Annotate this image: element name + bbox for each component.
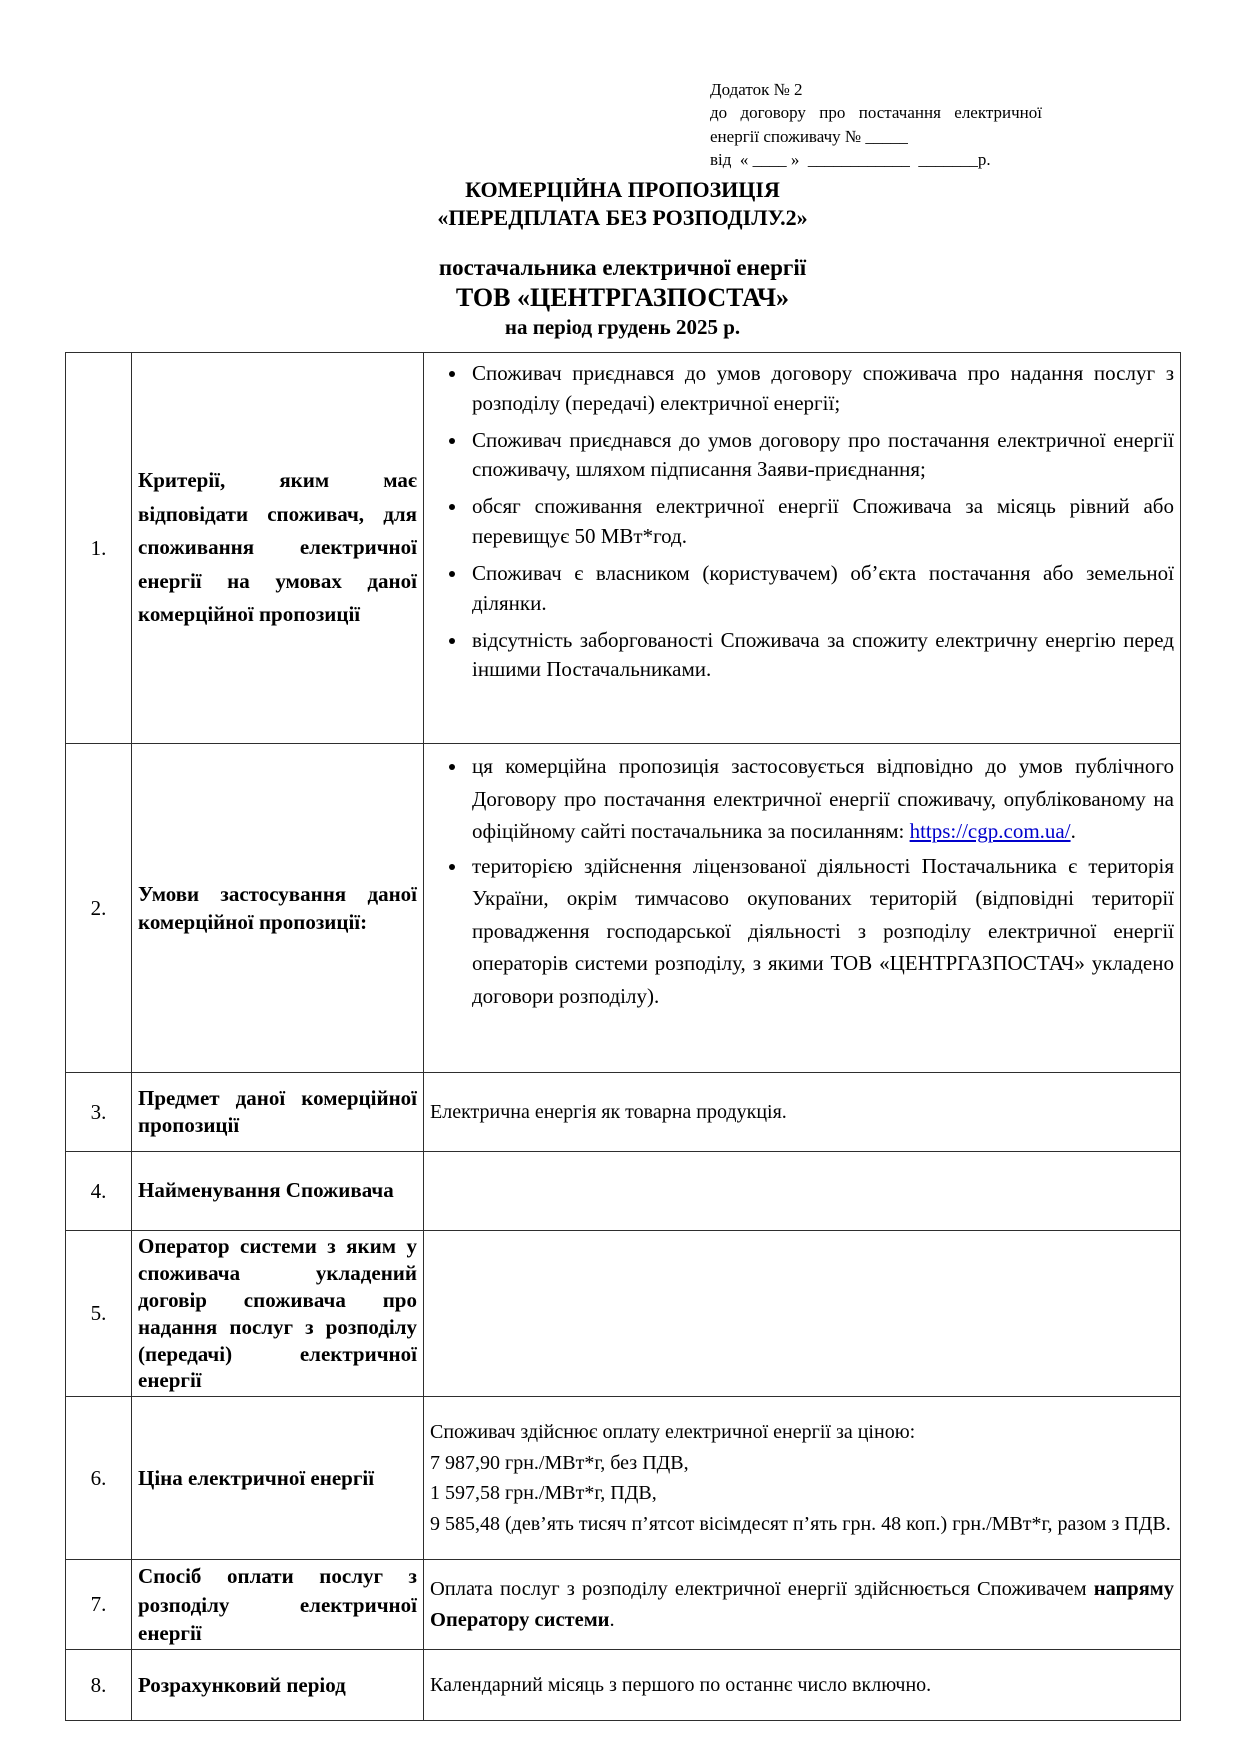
table-row xyxy=(66,1231,1181,1397)
bullet-list xyxy=(430,750,1174,1012)
doc-subtitle-period: на період грудень 2025 р. xyxy=(504,315,741,339)
bullet-item xyxy=(468,559,1174,619)
table-row xyxy=(66,1397,1181,1560)
text-segment: . xyxy=(1070,819,1076,844)
row-label-cell: Розрахунковий період xyxy=(132,1650,424,1721)
text-segment: Оплата послуг з розподілу електричної енергії здійснюється Споживачем xyxy=(430,1578,1094,1601)
table-row xyxy=(66,1650,1181,1721)
row-number-cell: 4. xyxy=(66,1152,132,1231)
row-number-cell: 2. xyxy=(66,744,132,1073)
doc-subtitle-supplier: постачальника електричної енергії xyxy=(438,255,807,280)
table-row xyxy=(66,1073,1181,1152)
row-label-cell: Спосіб оплати послуг з розподілу електричної енергії xyxy=(132,1560,424,1650)
text-segment: 7 987,90 грн./МВт*г, без ПДВ, xyxy=(430,1451,689,1474)
appendix-line: енергії споживачу № _____ xyxy=(710,126,908,146)
row-content-cell xyxy=(424,1073,1181,1152)
table-row xyxy=(66,1560,1181,1650)
row-content-cell xyxy=(424,1397,1181,1560)
bullet-list xyxy=(430,359,1174,685)
appendix-block xyxy=(710,78,1042,172)
bullet-item xyxy=(468,426,1174,486)
content-line xyxy=(430,1674,1174,1697)
row-label-cell: Критерії, яким має відповідати споживач, для споживання електричної енергії на умовах даної комерційної пропозиції xyxy=(132,353,424,744)
content-line xyxy=(430,1448,1174,1478)
row-number-cell: 8. xyxy=(66,1650,132,1721)
text-segment: . xyxy=(609,1608,615,1631)
text-segment: 1 597,58 грн./МВт*г, ПДВ, xyxy=(430,1482,657,1505)
row-label-cell: Предмет даної комерційної пропозиції xyxy=(132,1073,424,1152)
content-line xyxy=(430,1478,1174,1508)
row-label-cell: Умови застосування даної комерційної пропозиції: xyxy=(132,744,424,1073)
row-number-cell: 6. xyxy=(66,1397,132,1560)
row-label-cell: Оператор системи з яким у споживача укладений договір споживача про надання послуг з розподілу (передачі) електричної енергії xyxy=(132,1231,424,1397)
row-content-cell xyxy=(424,744,1181,1073)
commercial-proposal-table xyxy=(65,352,1181,1721)
text-segment: Споживач приєднався до умов договору споживача про надання послуг з розподілу (передачі) електричної енергії; xyxy=(472,361,1174,415)
text-segment: територією здійснення ліцензованої діяльності Постачальника є територія України, окрім тимчасово окупованих територій (відповідні території провадження господарської діяльності з розподілу електричної енергії операторів системи розподілу, з якими ТОВ «ЦЕНТРГАЗПОСТАЧ» укладено договори розподілу). xyxy=(472,853,1174,1008)
table-row xyxy=(66,1152,1181,1231)
bullet-item xyxy=(468,850,1174,1013)
bullet-item xyxy=(468,750,1174,848)
doc-subtitle-company: ТОВ «ЦЕНТРГАЗПОСТАЧ» xyxy=(455,283,790,312)
row-number-cell: 1. xyxy=(66,353,132,744)
proposal-table-wrap xyxy=(65,352,1180,1721)
bullet-item xyxy=(468,359,1174,419)
text-segment: ця комерційна пропозиція застосовується відповідно до умов публічного Договору про постачання електричної енергії споживачу, опублікованому на офіційному сайті постачальника за посиланням: xyxy=(472,754,1174,844)
row-label-cell: Ціна електричної енергії xyxy=(132,1397,424,1560)
row-label-cell: Найменування Споживача xyxy=(132,1152,424,1231)
text-segment: обсяг споживання електричної енергії Споживача за місяць рівний або перевищує 50 МВт*год. xyxy=(472,494,1174,549)
table-row xyxy=(66,353,1181,744)
content-line xyxy=(430,1101,1174,1124)
appendix-line: від « ____ » ____________ _______р. xyxy=(710,150,991,170)
content-line xyxy=(430,1574,1174,1636)
text-segment: Електрична енергія як товарна продукція. xyxy=(430,1100,787,1123)
appendix-line: до договору про постачання електричної xyxy=(710,103,1042,123)
title-block xyxy=(65,176,1180,342)
bold-text-segment: напряму Оператору системи xyxy=(430,1578,1174,1631)
text-segment: Календарний місяць з першого по останнє число включно. xyxy=(430,1673,932,1696)
text-segment: 9 585,48 (дев’ять тисяч п’ятсот вісімдесят п’ять грн. 48 коп.) грн./МВт*г, разом з ПДВ. xyxy=(430,1512,1171,1535)
doc-title-line1: КОМЕРЦІЙНА ПРОПОЗИЦІЯ xyxy=(465,177,780,202)
row-content-cell xyxy=(424,1560,1181,1650)
row-number-cell: 3. xyxy=(66,1073,132,1152)
row-content-cell xyxy=(424,353,1181,744)
supplier-website-link[interactable]: https://cgp.com.ua/ xyxy=(909,819,1071,844)
doc-title-line2: «ПЕРЕДПЛАТА БЕЗ РОЗПОДІЛУ.2» xyxy=(437,205,808,230)
content-line xyxy=(430,1417,1174,1447)
row-number-cell: 7. xyxy=(66,1560,132,1650)
text-segment: Споживач є власником (користувачем) об’єкта постачання або земельної ділянки. xyxy=(472,560,1174,615)
bullet-item xyxy=(468,492,1174,552)
text-segment: Споживач приєднався до умов договору про постачання електричної енергії споживачу, шляхом підписання Заяви-приєднання; xyxy=(472,427,1174,482)
row-content-cell xyxy=(424,1152,1181,1231)
text-segment: Споживач здійснює оплату електричної енергії за ціною: xyxy=(430,1421,916,1444)
content-line xyxy=(430,1509,1174,1539)
bullet-item xyxy=(468,626,1174,686)
appendix-line: Додаток № 2 xyxy=(710,80,803,99)
row-content-cell xyxy=(424,1650,1181,1721)
proposal-table-body xyxy=(66,353,1181,1721)
row-content-cell xyxy=(424,1231,1181,1397)
text-segment: відсутність заборгованості Споживача за спожиту електричну енергію перед іншими Постачальниками. xyxy=(472,627,1174,682)
row-number-cell: 5. xyxy=(66,1231,132,1397)
table-row xyxy=(66,744,1181,1073)
